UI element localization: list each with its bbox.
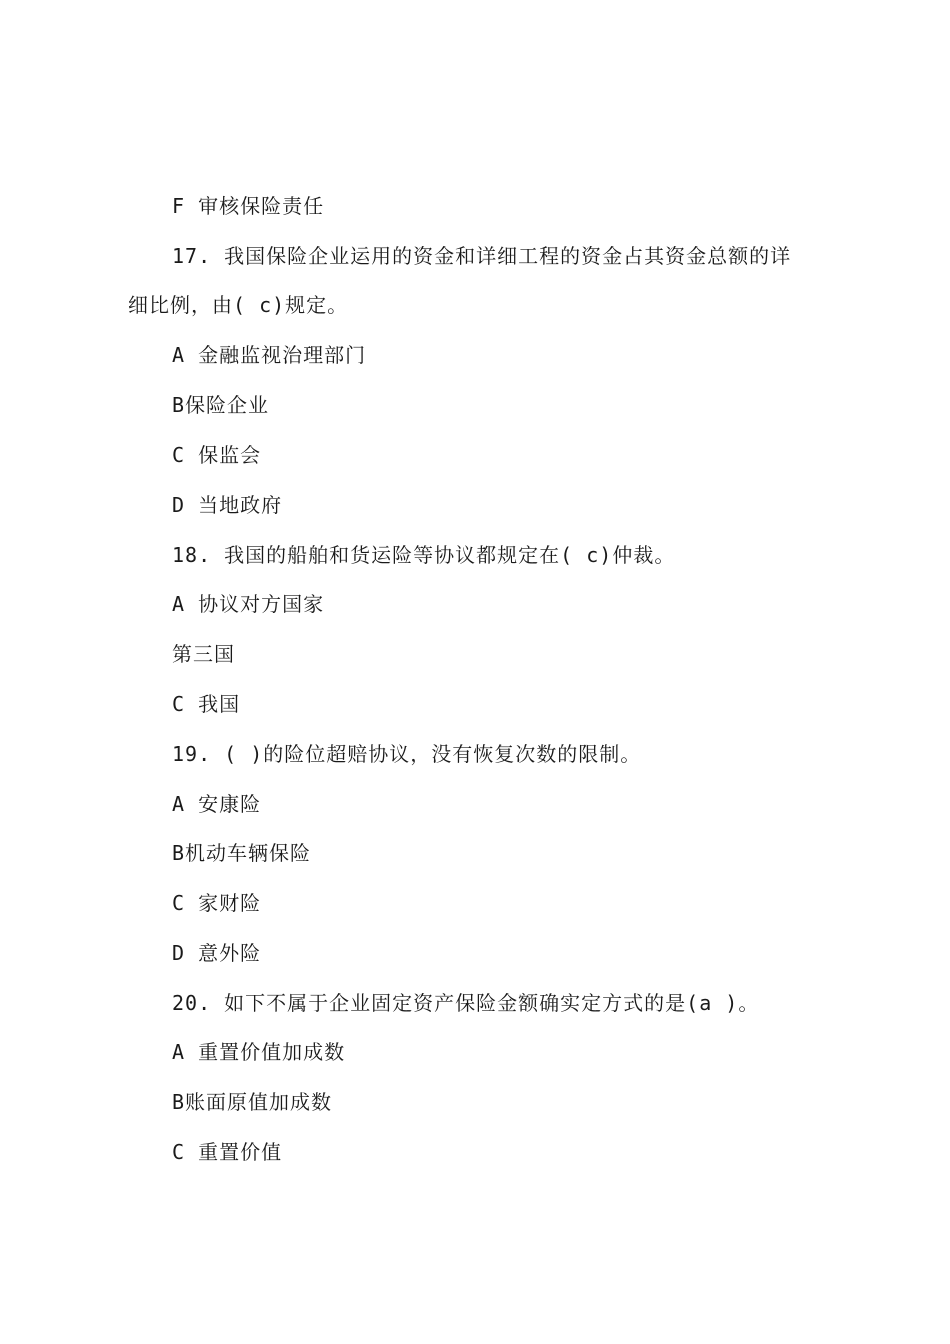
q17-option-a: A 金融监视治理部门 [172, 343, 367, 367]
option-f-line: F 审核保险责任 [172, 194, 325, 218]
question-18-line: 18. 我国的船舶和货运险等协议都规定在( c)仲裁。 [172, 543, 676, 567]
question-19-line: 19. ( )的险位超赔协议，没有恢复次数的限制。 [172, 742, 642, 766]
q19-option-b: B机动车辆保险 [172, 841, 312, 865]
q19-option-c: C 家财险 [172, 891, 262, 915]
q18-option-a: A 协议对方国家 [172, 592, 325, 616]
question-17-line-2: 细比例，由( c)规定。 [128, 293, 349, 317]
q19-option-d: D 意外险 [172, 941, 262, 965]
q18-option-b: 第三国 [172, 642, 235, 666]
question-20-line: 20. 如下不属于企业固定资产保险金额确实定方式的是(a )。 [172, 991, 760, 1015]
q20-option-c: C 重置价值 [172, 1140, 283, 1164]
q19-option-a: A 安康险 [172, 792, 262, 816]
q20-option-a: A 重置价值加成数 [172, 1040, 346, 1064]
q17-option-c: C 保监会 [172, 443, 262, 467]
question-17-line-1: 17. 我国保险企业运用的资金和详细工程的资金占其资金总额的详 [172, 244, 792, 268]
q17-option-b: B保险企业 [172, 393, 270, 417]
q20-option-b: B账面原值加成数 [172, 1090, 333, 1114]
q18-option-c: C 我国 [172, 692, 241, 716]
q17-option-d: D 当地政府 [172, 493, 283, 517]
